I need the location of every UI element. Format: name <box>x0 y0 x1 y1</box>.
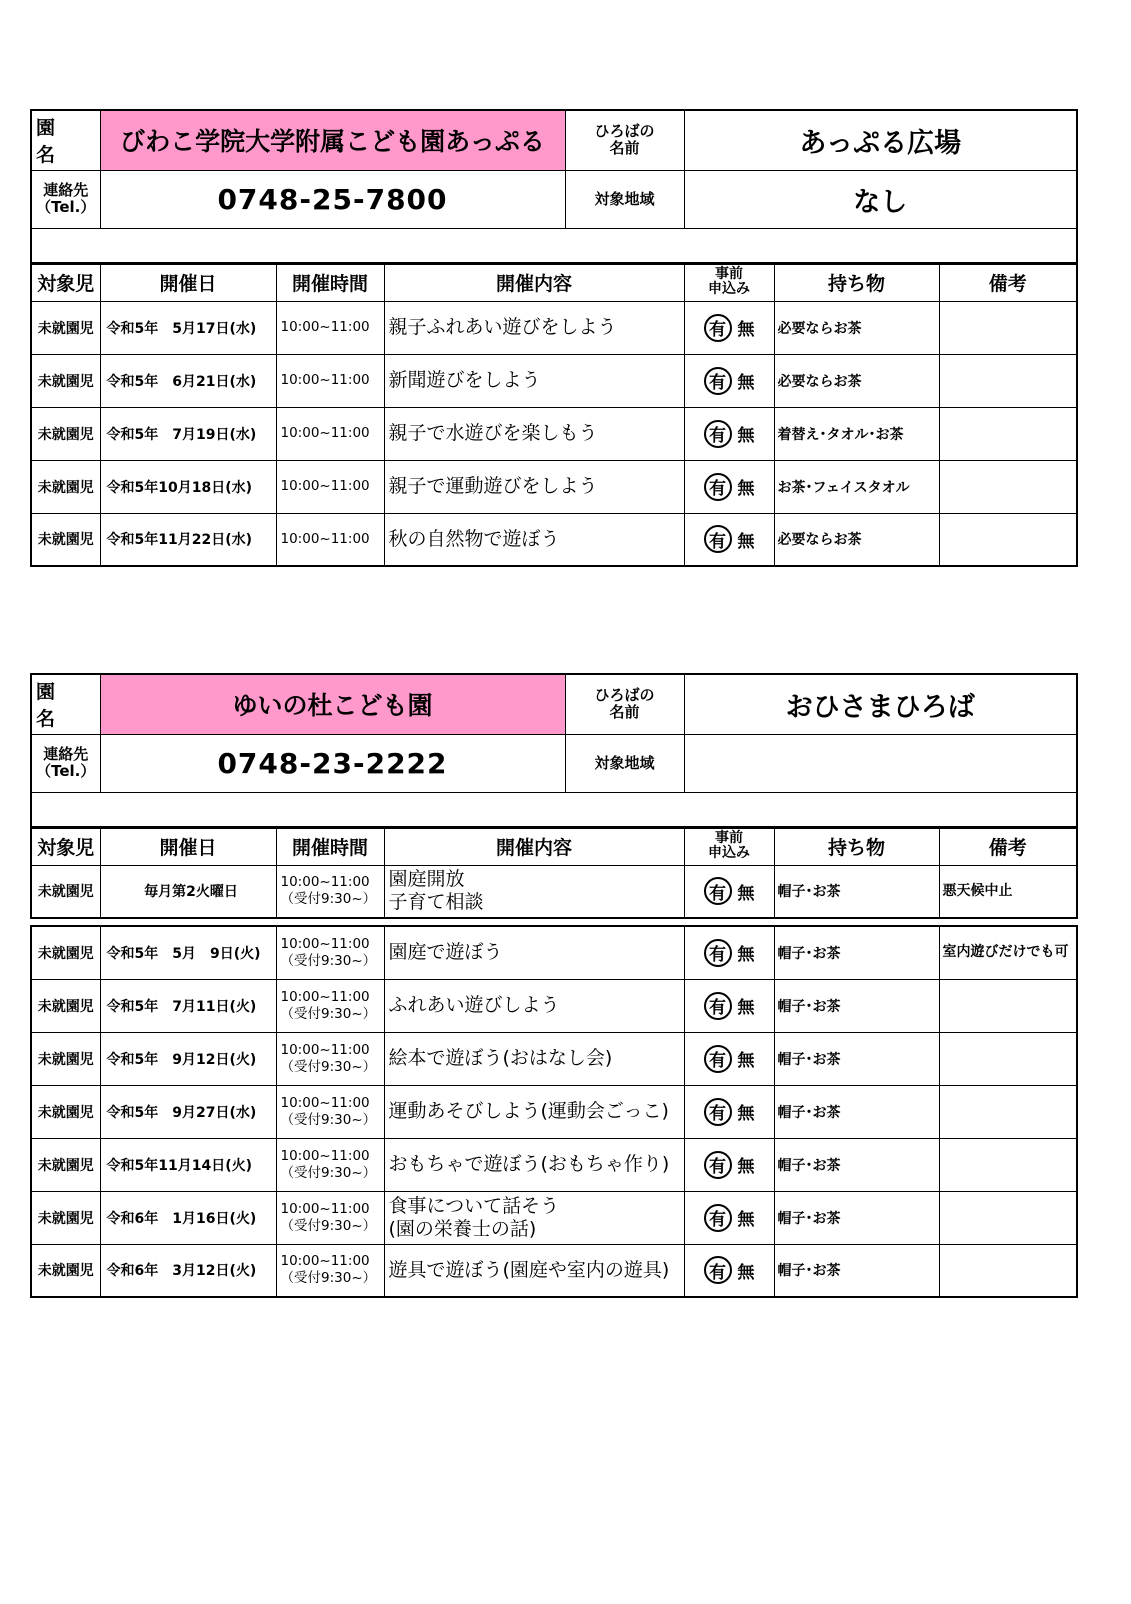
content-line1: 遊具で遊ぼう(園庭や室内の遊具) <box>388 1258 670 1281</box>
column-header-row <box>31 263 1077 301</box>
label-contact-line1: 連絡先 <box>43 745 89 763</box>
apply-yes-no <box>685 420 774 448</box>
apply-yes-no <box>685 314 774 342</box>
apply-no: 無 <box>737 531 755 552</box>
cell-content <box>384 1085 684 1138</box>
content-line1: 親子で運動遊びをしよう <box>388 475 598 497</box>
apply-yes-circled: 有 <box>704 1045 732 1073</box>
cell-apply <box>684 926 774 979</box>
cell-time <box>276 1138 384 1191</box>
time-range: 10:00~11:00 <box>280 935 370 952</box>
apply-no: 無 <box>737 479 755 499</box>
region-value: なし <box>684 170 1077 228</box>
schedule-table <box>30 262 1078 567</box>
cell-target: 未就園児 <box>31 1138 100 1191</box>
col-apply <box>684 263 774 301</box>
apply-yes-no <box>685 473 774 501</box>
cell-notes <box>939 1138 1077 1191</box>
table-row <box>31 865 1077 918</box>
cell-target: 未就園児 <box>31 407 100 460</box>
cell-date: 令和5年 6月21日(水) <box>100 354 276 407</box>
apply-no: 無 <box>737 320 755 340</box>
cell-apply <box>684 1085 774 1138</box>
cell-date: 令和6年 3月12日(火) <box>100 1244 276 1297</box>
apply-yes-no <box>685 1151 774 1179</box>
content-line1: 食事について話そう <box>388 1194 560 1217</box>
schedule-table <box>30 826 1078 919</box>
apply-yes-circled: 有 <box>704 1256 732 1284</box>
table-row <box>31 407 1077 460</box>
content-line1: 園庭開放 <box>388 868 465 891</box>
label-hiroba-line2: 名前 <box>609 139 640 158</box>
cell-target: 未就園児 <box>31 513 100 566</box>
apply-no: 無 <box>737 373 755 393</box>
col-notes: 備考 <box>939 263 1077 301</box>
cell-items: 帽子･お茶 <box>774 1032 939 1085</box>
time-range: 10:00~11:00 <box>280 1253 370 1270</box>
cell-notes <box>939 1032 1077 1085</box>
cell-date: 令和5年11月14日(火) <box>100 1138 276 1191</box>
apply-yes-no <box>685 525 774 553</box>
cell-time <box>276 865 384 918</box>
time-reception: （受付9:30~） <box>280 1270 377 1287</box>
apply-no: 無 <box>737 998 755 1018</box>
label-contact-line2: （Tel.） <box>36 762 96 780</box>
apply-yes-circled: 有 <box>704 992 732 1020</box>
cell-time <box>276 1085 384 1138</box>
sheet2-rows <box>31 926 1077 1297</box>
table-row <box>31 1085 1077 1138</box>
cell-date: 令和5年 5月17日(水) <box>100 301 276 354</box>
apply-no: 無 <box>737 945 755 966</box>
cell-time <box>276 979 384 1032</box>
content-line1: 新聞遊びをしよう <box>388 369 541 391</box>
cell-content <box>384 460 684 513</box>
cell-target: 未就園児 <box>31 301 100 354</box>
apply-yes-circled: 有 <box>704 877 732 905</box>
hiroba-name: あっぷる広場 <box>684 110 1077 170</box>
time-reception: （受付9:30~） <box>280 952 377 969</box>
apply-yes-circled: 有 <box>704 1098 732 1126</box>
table-row <box>31 301 1077 354</box>
col-apply-line2: 申込み <box>708 281 750 298</box>
cell-apply <box>684 354 774 407</box>
table-row <box>31 1244 1077 1297</box>
cell-content <box>384 926 684 979</box>
apply-yes-no <box>685 1045 774 1073</box>
spacer-row <box>31 792 1077 828</box>
apply-yes-no <box>685 939 774 967</box>
col-date: 開催日 <box>100 263 276 301</box>
cell-content <box>384 354 684 407</box>
cell-time <box>276 926 384 979</box>
label-school-name: 園 名 <box>31 110 100 170</box>
cell-items: 帽子･お茶 <box>774 926 939 979</box>
cell-date: 令和5年 9月12日(火) <box>100 1032 276 1085</box>
col-target: 対象児 <box>31 827 100 865</box>
cell-time <box>276 1191 384 1244</box>
tel-number: 0748-23-2222 <box>100 734 565 792</box>
tel-number: 0748-25-7800 <box>100 170 565 228</box>
cell-items: 帽子･お茶 <box>774 1138 939 1191</box>
cell-items: 必要ならお茶 <box>774 301 939 354</box>
apply-yes-circled: 有 <box>704 1204 732 1232</box>
cell-date: 令和5年11月22日(水) <box>100 513 276 566</box>
cell-time <box>276 354 384 407</box>
cell-target: 未就園児 <box>31 460 100 513</box>
cell-content <box>384 1138 684 1191</box>
column-header-row <box>31 827 1077 865</box>
cell-items: 帽子･お茶 <box>774 1085 939 1138</box>
time-reception: （受付9:30~） <box>280 1111 377 1128</box>
cell-time <box>276 513 384 566</box>
cell-content <box>384 865 684 918</box>
cell-date: 令和5年 5月 9日(火) <box>100 926 276 979</box>
time-range: 10:00~11:00 <box>280 1200 370 1217</box>
cell-notes <box>939 1244 1077 1297</box>
cell-apply <box>684 301 774 354</box>
cell-target: 未就園児 <box>31 1032 100 1085</box>
sheet1-rows <box>31 301 1077 566</box>
col-date: 開催日 <box>100 827 276 865</box>
apply-yes-no <box>685 1098 774 1126</box>
cell-apply <box>684 865 774 918</box>
apply-no: 無 <box>737 1157 755 1177</box>
cell-target: 未就園児 <box>31 979 100 1032</box>
time-reception: （受付9:30~） <box>280 1164 377 1181</box>
sheet2-first-row <box>31 865 1077 918</box>
time-reception: （受付9:30~） <box>280 891 377 908</box>
hiroba-name: おひさまひろば <box>684 674 1077 734</box>
cell-time <box>276 1032 384 1085</box>
cell-items: 着替え･タオル･お茶 <box>774 407 939 460</box>
content-line1: 運動あそびしよう(運動会ごっこ) <box>388 1100 669 1122</box>
col-target: 対象児 <box>31 263 100 301</box>
col-apply-line2: 申込み <box>708 845 750 862</box>
cell-items: お茶･フェイスタオル <box>774 460 939 513</box>
cell-target: 未就園児 <box>31 926 100 979</box>
cell-content <box>384 407 684 460</box>
cell-notes <box>939 407 1077 460</box>
apply-yes-no <box>685 992 774 1020</box>
apply-yes-no <box>685 1204 774 1232</box>
cell-date: 毎月第2火曜日 <box>100 865 276 918</box>
label-region: 対象地域 <box>565 170 684 228</box>
time-range: 10:00~11:00 <box>280 1041 370 1058</box>
cell-date: 令和5年10月18日(水) <box>100 460 276 513</box>
time-reception: （受付9:30~） <box>280 1217 377 1234</box>
cell-time <box>276 1244 384 1297</box>
apply-yes-circled: 有 <box>704 420 732 448</box>
header-table <box>30 109 1078 265</box>
time-range: 10:00~11:00 <box>280 988 370 1005</box>
apply-yes-no <box>685 1256 774 1284</box>
cell-date: 令和6年 1月16日(火) <box>100 1191 276 1244</box>
table-row <box>31 926 1077 979</box>
label-contact <box>31 734 100 792</box>
table-row <box>31 979 1077 1032</box>
table-row <box>31 460 1077 513</box>
sheet-yuinomori <box>30 673 1076 1298</box>
cell-apply <box>684 513 774 566</box>
col-notes: 備考 <box>939 827 1077 865</box>
content-line2: 子育て相談 <box>388 891 484 914</box>
col-content: 開催内容 <box>384 263 684 301</box>
cell-items: 帽子･お茶 <box>774 1191 939 1244</box>
table-row <box>31 513 1077 566</box>
cell-date: 令和5年 9月27日(水) <box>100 1085 276 1138</box>
col-items: 持ち物 <box>774 827 939 865</box>
table-row <box>31 1191 1077 1244</box>
region-value <box>684 734 1077 792</box>
apply-yes-circled: 有 <box>704 473 732 501</box>
time-reception: （受付9:30~） <box>280 1005 377 1022</box>
time-range: 10:00~11:00 <box>280 1147 370 1164</box>
cell-notes <box>939 301 1077 354</box>
content-line1: 親子ふれあい遊びをしよう <box>388 316 617 338</box>
label-hiroba-line1: ひろばの <box>594 686 655 705</box>
cell-apply <box>684 1032 774 1085</box>
label-hiroba-line1: ひろばの <box>594 122 655 141</box>
cell-apply <box>684 407 774 460</box>
cell-notes <box>939 354 1077 407</box>
apply-yes-circled: 有 <box>704 1151 732 1179</box>
cell-items: 帽子･お茶 <box>774 865 939 918</box>
apply-yes-circled: 有 <box>704 314 732 342</box>
cell-date: 令和5年 7月19日(水) <box>100 407 276 460</box>
content-line2: (園の栄養士の話) <box>388 1217 537 1240</box>
cell-target: 未就園児 <box>31 1085 100 1138</box>
time-range: 10:00~11:00 <box>280 372 370 388</box>
col-apply-line1: 事前 <box>715 266 743 283</box>
cell-notes <box>939 1191 1077 1244</box>
time-range: 10:00~11:00 <box>280 530 370 547</box>
apply-yes-no <box>685 877 774 905</box>
label-school-name: 園 名 <box>31 674 100 734</box>
cell-target: 未就園児 <box>31 354 100 407</box>
cell-time <box>276 407 384 460</box>
sheet-applepark <box>30 109 1076 567</box>
header-table <box>30 673 1078 829</box>
cell-notes <box>939 513 1077 566</box>
cell-content <box>384 979 684 1032</box>
cell-target: 未就園児 <box>31 865 100 918</box>
table-row <box>31 1032 1077 1085</box>
cell-content <box>384 513 684 566</box>
content-line1: 園庭で遊ぼう <box>388 941 503 964</box>
cell-apply <box>684 1191 774 1244</box>
apply-no: 無 <box>737 1104 755 1124</box>
time-range: 10:00~11:00 <box>280 319 370 335</box>
col-time: 開催時間 <box>276 263 384 301</box>
apply-yes-circled: 有 <box>704 939 732 967</box>
label-contact <box>31 170 100 228</box>
apply-yes-circled: 有 <box>704 525 732 553</box>
label-region: 対象地域 <box>565 734 684 792</box>
cell-apply <box>684 1138 774 1191</box>
label-contact-line1: 連絡先 <box>43 181 89 199</box>
label-hiroba-name <box>565 674 684 734</box>
time-range: 10:00~11:00 <box>280 478 370 494</box>
schedule-table-cont <box>30 925 1078 1298</box>
cell-apply <box>684 460 774 513</box>
cell-items: 必要ならお茶 <box>774 513 939 566</box>
cell-time <box>276 460 384 513</box>
cell-notes <box>939 979 1077 1032</box>
apply-yes-no <box>685 367 774 395</box>
apply-no: 無 <box>737 1051 755 1071</box>
col-apply-line1: 事前 <box>715 830 743 847</box>
cell-target: 未就園児 <box>31 1191 100 1244</box>
cell-time <box>276 301 384 354</box>
col-items: 持ち物 <box>774 263 939 301</box>
label-hiroba-line2: 名前 <box>609 703 640 722</box>
cell-target: 未就園児 <box>31 1244 100 1297</box>
cell-content <box>384 1191 684 1244</box>
cell-content <box>384 1032 684 1085</box>
time-reception: （受付9:30~） <box>280 1058 377 1075</box>
cell-notes: 室内遊びだけでも可 <box>939 926 1077 979</box>
table-row <box>31 354 1077 407</box>
col-time: 開催時間 <box>276 827 384 865</box>
content-line1: ふれあい遊びしよう <box>388 994 560 1016</box>
cell-items: 帽子･お茶 <box>774 979 939 1032</box>
content-line1: おもちゃで遊ぼう(おもちゃ作り) <box>388 1153 670 1175</box>
spacer-row <box>31 228 1077 264</box>
time-range: 10:00~11:00 <box>280 874 370 891</box>
table-row <box>31 1138 1077 1191</box>
cell-items: 帽子･お茶 <box>774 1244 939 1297</box>
cell-notes <box>939 1085 1077 1138</box>
cell-notes: 悪天候中止 <box>939 865 1077 918</box>
apply-no: 無 <box>737 426 755 446</box>
apply-no: 無 <box>737 1262 755 1283</box>
school-name: ゆいの杜こども園 <box>100 674 565 734</box>
cell-content <box>384 301 684 354</box>
school-name: びわこ学院大学附属こども園あっぷる <box>100 110 565 170</box>
content-line1: 秋の自然物で遊ぼう <box>388 527 560 550</box>
content-line1: 親子で水遊びを楽しもう <box>388 422 598 444</box>
apply-no: 無 <box>737 1210 755 1230</box>
cell-content <box>384 1244 684 1297</box>
col-content: 開催内容 <box>384 827 684 865</box>
apply-no: 無 <box>737 883 755 904</box>
time-range: 10:00~11:00 <box>280 1094 370 1111</box>
cell-date: 令和5年 7月11日(火) <box>100 979 276 1032</box>
content-line1: 絵本で遊ぼう(おはなし会) <box>388 1047 613 1069</box>
apply-yes-circled: 有 <box>704 367 732 395</box>
col-apply <box>684 827 774 865</box>
label-contact-line2: （Tel.） <box>36 198 96 216</box>
cell-notes <box>939 460 1077 513</box>
cell-items: 必要ならお茶 <box>774 354 939 407</box>
cell-apply <box>684 1244 774 1297</box>
cell-apply <box>684 979 774 1032</box>
label-hiroba-name <box>565 110 684 170</box>
time-range: 10:00~11:00 <box>280 425 370 441</box>
